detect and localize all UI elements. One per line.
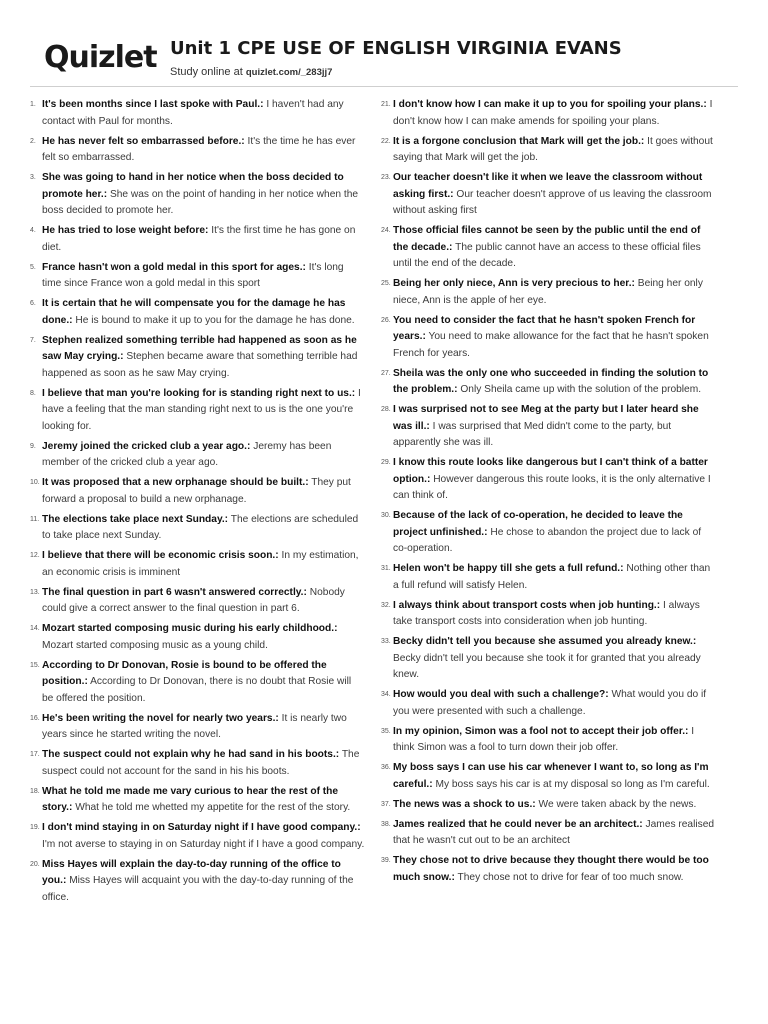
item-definition: Being her only niece, Ann is the apple of her eye. bbox=[393, 278, 703, 306]
item-term: I believe that there will be economic crisis soon.: bbox=[42, 550, 279, 561]
page-title: Unit 1 CPE USE OF ENGLISH VIRGINIA EVANS bbox=[170, 38, 622, 59]
item-definition: They chose not to drive for fear of too much snow. bbox=[457, 871, 684, 883]
flashcard-item bbox=[381, 313, 716, 363]
item-number: 17. bbox=[30, 751, 40, 758]
item-definition: It's the time he has ever felt so embarrassed. bbox=[42, 135, 356, 163]
item-definition: Nothing other than a full refund will satisfy Helen. bbox=[393, 563, 711, 591]
flashcard-item bbox=[381, 223, 716, 273]
item-definition: I'm not averse to staying in on Saturday night if I have a good company. bbox=[42, 838, 365, 850]
flashcard-item bbox=[381, 134, 716, 167]
item-term: They chose not to drive because they thought there would be too much snow.: bbox=[393, 855, 709, 883]
item-number: 37. bbox=[381, 800, 391, 808]
item-definition: According to Dr Donovan, there is no doubt that Rosie will be offered the position. bbox=[42, 676, 352, 704]
item-number: 8. bbox=[30, 389, 36, 397]
item-number: 12. bbox=[30, 552, 40, 559]
item-definition: What he told me whetted my appetite for the rest of the story. bbox=[75, 802, 351, 813]
item-definition: You need to make allowance for the fact that he hasn't spoken French for years. bbox=[393, 331, 709, 359]
flashcard-item bbox=[30, 658, 365, 708]
item-term: How would you deal with such a challenge?: bbox=[393, 689, 609, 700]
item-term: Mozart started composing music during his early childhood.: bbox=[42, 623, 338, 634]
item-definition: They put forward a proposal to build a new orphanage. bbox=[42, 477, 351, 505]
flashcard-item bbox=[381, 817, 716, 850]
item-term: I don't mind staying in on Saturday night if I have good company.: bbox=[42, 822, 361, 833]
item-number: 31. bbox=[381, 565, 391, 572]
item-number: 25. bbox=[381, 280, 391, 287]
flashcard-item bbox=[30, 386, 365, 436]
flashcard-item bbox=[30, 260, 365, 293]
item-definition: Jeremy has been member of the cricked club a year ago. bbox=[42, 440, 332, 468]
flashcard-item bbox=[30, 820, 365, 853]
item-number: 24. bbox=[381, 227, 391, 234]
flashcard-item bbox=[381, 598, 716, 631]
item-definition: Only Sheila came up with the solution of the problem. bbox=[460, 384, 702, 395]
flashcard-item bbox=[30, 134, 365, 167]
item-number: 29. bbox=[381, 459, 391, 466]
item-term: Stephen realized something terrible had happened as soon as he saw May crying.: bbox=[42, 334, 357, 362]
flashcard-item bbox=[381, 797, 716, 814]
flashcard-item bbox=[30, 784, 365, 817]
flashcard-item bbox=[381, 276, 716, 309]
item-definition: It's the first time he has gone on diet. bbox=[42, 225, 356, 253]
item-term: Sheila was the only one who succeeded in finding the solution to the problem.: bbox=[393, 367, 709, 395]
item-number: 27. bbox=[381, 369, 391, 377]
flashcard-item bbox=[381, 366, 716, 399]
item-term: Being her only niece, Ann is very precious to her.: bbox=[393, 278, 635, 289]
flashcard-item bbox=[30, 223, 365, 256]
item-definition: He chose to abandon the project due to lack of co-operation. bbox=[393, 526, 702, 554]
item-number: 1. bbox=[30, 101, 36, 108]
item-definition: Mozart started composing music as a young child. bbox=[42, 639, 268, 651]
item-definition: She was on the point of handing in her notice when the boss decided to promote her. bbox=[42, 188, 359, 216]
item-definition: He is bound to make it up to you for the damage he has done. bbox=[75, 314, 355, 326]
flashcard-item bbox=[381, 760, 716, 793]
item-definition: Nobody could give a correct answer to the final question in part 6. bbox=[42, 586, 345, 614]
item-definition: The public cannot have an access to these official files until the end of the decade. bbox=[393, 241, 701, 269]
item-number: 5. bbox=[30, 263, 36, 271]
flashcard-item bbox=[30, 475, 365, 508]
item-definition: My boss says his car is at my disposal so long as I'm careful. bbox=[435, 778, 710, 790]
flashcard-item bbox=[381, 508, 716, 558]
flashcard-item bbox=[381, 724, 716, 757]
flashcard-item bbox=[381, 634, 716, 684]
item-definition: I always take transport costs into consideration when job hunting. bbox=[393, 599, 700, 627]
item-number: 36. bbox=[381, 764, 391, 771]
item-term: Miss Hayes will explain the day-to-day running of the office to you.: bbox=[42, 858, 341, 886]
item-definition: I don't know how I can make amends for spoiling your plans. bbox=[393, 99, 713, 127]
flashcard-item bbox=[30, 711, 365, 744]
item-definition: It goes without saying that Mark will get the job. bbox=[393, 135, 713, 163]
item-number: 28. bbox=[381, 406, 391, 413]
item-number: 16. bbox=[30, 714, 40, 722]
item-term: James realized that he could never be an architect.: bbox=[393, 818, 643, 830]
flashcard-item bbox=[381, 687, 716, 720]
item-definition: However dangerous this route looks, it is the only alternative I can think of. bbox=[393, 473, 711, 501]
item-definition: James realised that he wasn't cut out to be an architect bbox=[393, 818, 715, 846]
item-definition: I have a feeling that the man standing right next to us is the one you're looking for. bbox=[42, 387, 361, 432]
header bbox=[0, 0, 768, 88]
item-number: 13. bbox=[30, 588, 40, 596]
flashcard-item bbox=[30, 439, 365, 472]
item-definition: I was surprised that Med didn't come to the party, but apparently she was ill. bbox=[393, 420, 672, 448]
item-number: 33. bbox=[381, 638, 391, 645]
flashcard-item bbox=[381, 853, 716, 886]
item-definition: In my estimation, an economic crisis is imminent bbox=[42, 550, 359, 578]
item-term: Helen won't be happy till she gets a full refund.: bbox=[393, 563, 624, 574]
flashcard-item bbox=[30, 512, 365, 545]
item-number: 32. bbox=[381, 601, 391, 609]
item-term: The final question in part 6 wasn't answered correctly.: bbox=[42, 586, 307, 598]
item-definition: I think Simon was a fool to turn down their job offer. bbox=[393, 725, 695, 753]
item-term: My boss says I can use his car whenever I want to, so long as I'm careful.: bbox=[393, 762, 709, 790]
item-number: 10. bbox=[30, 479, 40, 486]
flashcard-item bbox=[381, 402, 716, 452]
item-term: He has never felt so embarrassed before.: bbox=[42, 135, 245, 147]
study-online-link[interactable]: quizlet.com/_283jj7 bbox=[245, 67, 333, 78]
item-term: It was proposed that a new orphanage should be built.: bbox=[42, 477, 309, 488]
item-term: The news was a shock to us.: bbox=[393, 798, 536, 810]
study-online-label: Study online at bbox=[170, 66, 246, 78]
item-number: 21. bbox=[381, 101, 391, 108]
flashcard-item bbox=[30, 857, 365, 907]
flashcard-item bbox=[30, 333, 365, 383]
item-number: 39. bbox=[381, 857, 391, 864]
item-term: I don't know how I can make it up to you for spoiling your plans.: bbox=[393, 99, 707, 110]
item-term: I believe that man you're looking for is standing right next to us.: bbox=[42, 387, 356, 399]
item-definition: It's long time since France won a gold medal in this sport bbox=[42, 261, 344, 289]
item-number: 30. bbox=[381, 512, 391, 519]
flashcard-item bbox=[381, 170, 716, 220]
item-definition: Becky didn't tell you because she took it for granted that you already knew. bbox=[393, 652, 701, 680]
flashcard-item bbox=[30, 548, 365, 581]
item-term: Jeremy joined the cricked club a year ago.: bbox=[42, 440, 251, 452]
item-number: 3. bbox=[30, 174, 36, 181]
flashcard-item bbox=[381, 561, 716, 594]
item-number: 15. bbox=[30, 661, 40, 669]
item-term: In my opinion, Simon was a fool not to accept their job offer.: bbox=[393, 725, 689, 737]
item-term: The elections take place next Sunday.: bbox=[42, 513, 229, 525]
item-term: Because of the lack of co-operation, he decided to leave the project unfinished.: bbox=[393, 510, 683, 538]
flashcard-item bbox=[381, 97, 716, 130]
left-column bbox=[30, 97, 365, 910]
item-number: 2. bbox=[30, 137, 36, 145]
item-number: 22. bbox=[381, 137, 391, 145]
item-term: According to Dr Donovan, Rosie is bound to be offered the position.: bbox=[42, 659, 327, 687]
item-term: What he told me made me vary curious to hear the rest of the story.: bbox=[42, 785, 339, 813]
item-number: 23. bbox=[381, 174, 391, 181]
item-term: You need to consider the fact that he hasn't spoken French for years.: bbox=[393, 314, 696, 342]
flashcard-item bbox=[30, 747, 365, 780]
item-definition: Miss Hayes will acquaint you with the day-to-day running of the office. bbox=[42, 875, 354, 903]
flashcard-item bbox=[381, 455, 716, 505]
item-term: It is a forgone conclusion that Mark will get the job.: bbox=[393, 135, 645, 147]
quizlet-logo[interactable]: Quizlet bbox=[44, 40, 157, 75]
study-online-line bbox=[170, 66, 332, 78]
item-term: I know this route looks like dangerous but I can't think of a batter option.: bbox=[393, 457, 708, 485]
item-definition: We were taken aback by the news. bbox=[538, 798, 697, 810]
item-definition: What would you do if you were presented with such a challenge. bbox=[393, 689, 707, 717]
item-number: 14. bbox=[30, 625, 40, 632]
item-term: I was surprised not to see Meg at the party but I later heard she was ill.: bbox=[393, 404, 699, 432]
item-number: 35. bbox=[381, 727, 391, 735]
item-definition: It is nearly two years since he started writing the novel. bbox=[42, 712, 347, 740]
item-definition: The elections are scheduled to take place next Sunday. bbox=[42, 513, 359, 541]
flashcard-item bbox=[30, 585, 365, 618]
item-term: The suspect could not explain why he had sand in his boots.: bbox=[42, 749, 340, 760]
item-number: 20. bbox=[30, 860, 40, 868]
item-number: 11. bbox=[30, 515, 40, 523]
item-term: He has tried to lose weight before: bbox=[42, 225, 209, 236]
item-definition: I haven't had any contact with Paul for months. bbox=[42, 99, 344, 127]
item-number: 34. bbox=[381, 691, 391, 698]
item-number: 18. bbox=[30, 787, 40, 795]
item-term: He's been writing the novel for nearly two years.: bbox=[42, 712, 279, 724]
header-divider bbox=[30, 86, 738, 87]
item-term: I always think about transport costs when job hunting.: bbox=[393, 599, 661, 611]
item-definition: Our teacher doesn't approve of us leaving the classroom without asking first bbox=[393, 188, 712, 216]
flashcard-item bbox=[30, 97, 365, 130]
item-term: She was going to hand in her notice when the boss decided to promote her.: bbox=[42, 172, 344, 200]
right-column bbox=[381, 97, 716, 890]
item-term: Those official files cannot be seen by the public until the end of the decade.: bbox=[393, 225, 701, 253]
item-definition: Stephen became aware that something terrible had happened as soon as he saw May crying. bbox=[42, 351, 358, 379]
item-number: 26. bbox=[381, 316, 391, 324]
item-term: It's been months since I last spoke with Paul.: bbox=[42, 99, 264, 110]
item-number: 19. bbox=[30, 824, 40, 831]
flashcard-item bbox=[30, 296, 365, 329]
item-number: 6. bbox=[30, 300, 36, 307]
flashcard-item bbox=[30, 170, 365, 220]
item-term: It is certain that he will compensate you for the damage he has done.: bbox=[42, 298, 346, 326]
item-number: 7. bbox=[30, 336, 36, 344]
item-definition: The suspect could not account for the sand in his his boots. bbox=[42, 749, 360, 777]
item-term: France hasn't won a gold medal in this sport for ages.: bbox=[42, 261, 306, 273]
flashcard-item bbox=[30, 621, 365, 654]
item-number: 9. bbox=[30, 442, 36, 450]
item-number: 38. bbox=[381, 820, 391, 828]
item-number: 4. bbox=[30, 227, 36, 234]
item-term: Our teacher doesn't like it when we leave the classroom without asking first.: bbox=[393, 172, 703, 200]
item-term: Becky didn't tell you because she assumed you already knew.: bbox=[393, 636, 697, 647]
